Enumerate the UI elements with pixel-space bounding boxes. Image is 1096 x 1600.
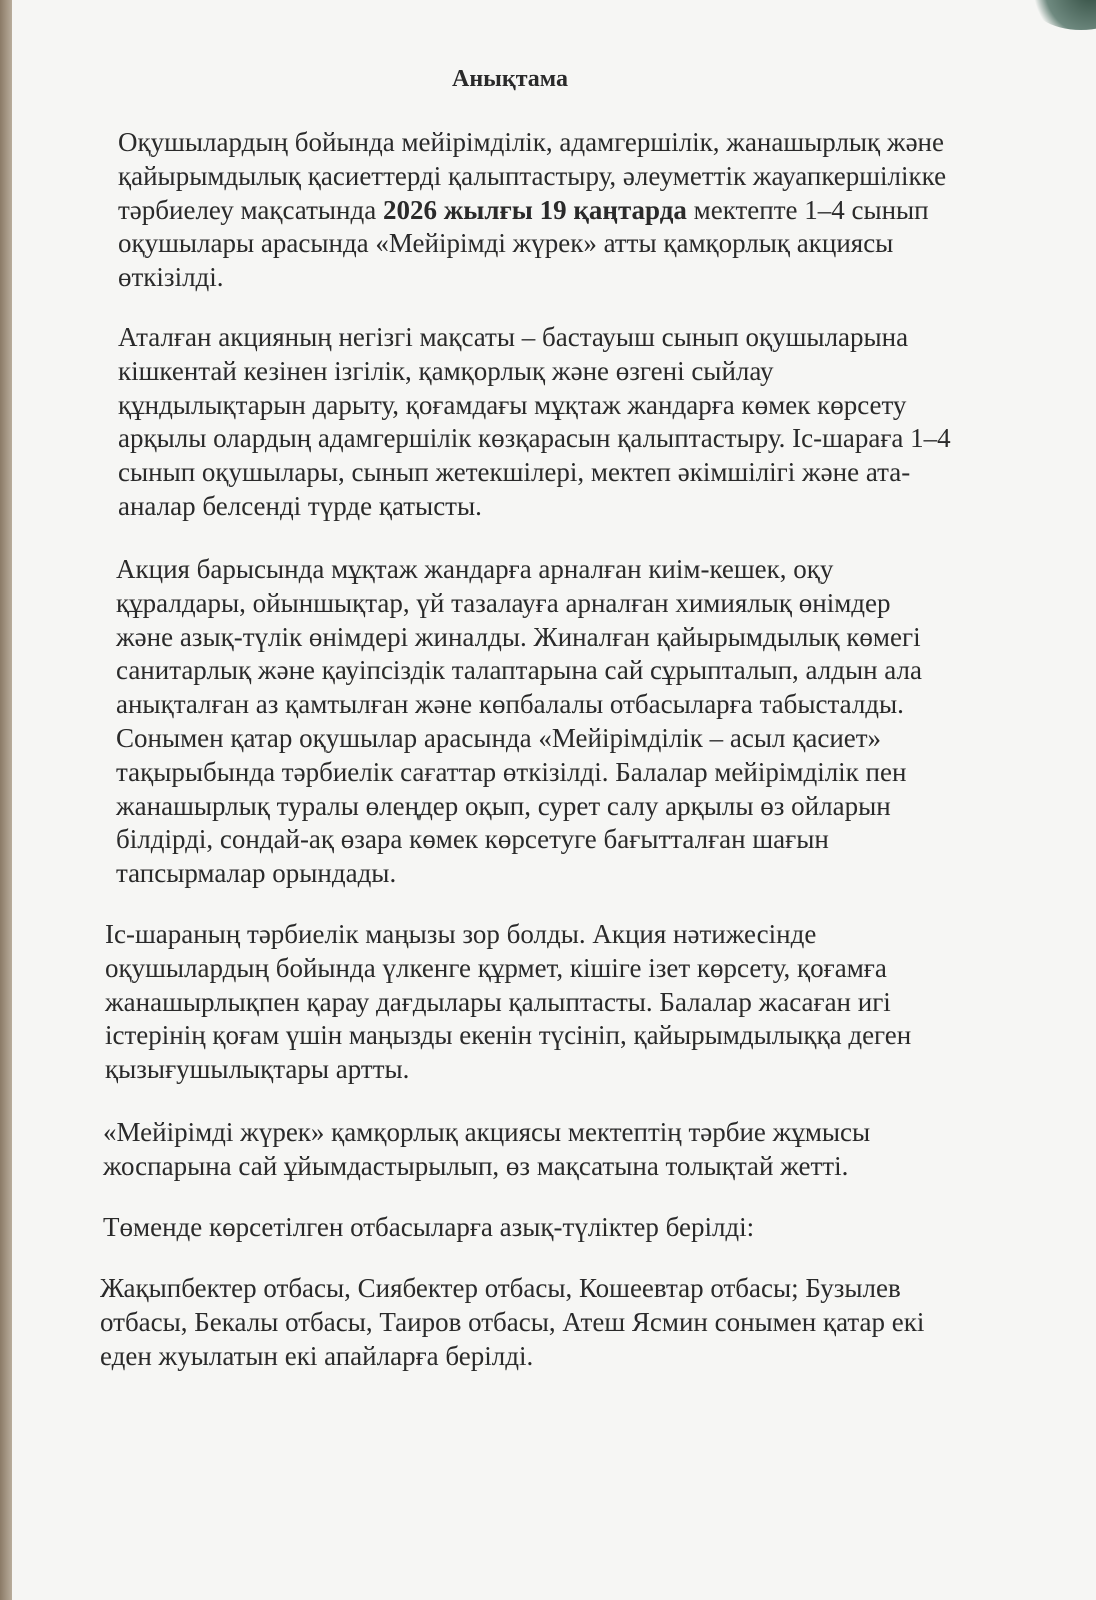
paragraph-conclusion [103, 1116, 870, 1184]
text-line: кішкентай кезінен ізгілік, қамқорлық және өзгені сыйлау [118, 355, 774, 386]
text-segment: мектепте 1–4 сынып [686, 194, 929, 225]
text-line: істерінің қоғам үшін маңызды екенін түсініп, қайырымдылыққа деген [105, 1020, 912, 1051]
background-object [1026, 0, 1096, 30]
text-line: білдірді, сондай-ақ өзара көмек көрсетуге бағытталған шағын [116, 824, 829, 855]
text-line: санитарлық және қауіпсіздік талаптарына сай сұрыпталып, алдын ала [116, 655, 922, 686]
text-line: тапсырмалар орындады. [116, 858, 397, 889]
document-title: Анықтама [452, 66, 568, 92]
text-line: еден жуылатын екі апайларға берілді. [100, 1340, 534, 1371]
text-line: қызығушылықтары артты. [105, 1054, 410, 1085]
paragraph-activities [116, 553, 922, 891]
text-segment: тәрбиелеу мақсатында [118, 194, 383, 225]
paragraph-recipients-list [100, 1272, 924, 1373]
text-line: жанашырлық туралы өлеңдер оқып, сурет салу арқылы өз ойларын [116, 790, 891, 821]
text-line: құндылықтарын дарыту, қоғамдағы мұқтаж жандарға көмек көрсету [118, 389, 907, 420]
text-line: Оқушылардың бойында мейірімділік, адамгершілік, жанашырлық және [118, 127, 944, 157]
text-line: Акция барысында мұқтаж жандарға арналған киім-кешек, оқу [116, 554, 834, 584]
text-line: Төменде көрсетілген отбасыларға азық-түліктер берілді: [103, 1212, 755, 1242]
text-line: жоспарына сай ұйымдастырылып, өз мақсатына толықтай жетті. [103, 1150, 849, 1181]
paragraph-recipients-intro [103, 1211, 754, 1245]
text-line: оқушылардың бойында үлкенге құрмет, кішіге ізет көрсету, қоғамға [105, 952, 887, 983]
text-line: жанашырлықпен қарау дағдылары қалыптасты. Балалар жасаған игі [105, 986, 891, 1017]
paragraph-goal [118, 321, 951, 524]
text-line: оқушылары арасында «Мейірімді жүрек» атты қамқорлық акциясы [118, 228, 894, 259]
text-line: «Мейірімді жүрек» қамқорлық акциясы мектептің тәрбие жұмысы [103, 1117, 871, 1147]
text-line: арқылы олардың адамгершілік көзқарасын қалыптастыру. Іс-шараға 1–4 [118, 423, 951, 454]
text-line [118, 194, 946, 228]
event-date: 2026 жылғы 19 қаңтарда [382, 194, 687, 225]
text-line: Сонымен қатар оқушылар арасында «Мейірімділік – асыл қасиет» [116, 722, 882, 753]
paragraph-results [105, 918, 911, 1087]
text-line: Жақыпбектер отбасы, Сиябектер отбасы, Кошеевтар отбасы; Бузылев [100, 1273, 901, 1303]
text-line: тақырыбында тәрбиелік сағаттар өткізілді. Балалар мейірімділік пен [116, 756, 907, 787]
text-line: және азық-түлік өнімдері жиналды. Жиналған қайырымдылық көмегі [116, 621, 921, 652]
paragraph-intro [118, 126, 946, 295]
text-line: сынып оқушылары, сынып жетекшілері, мектеп әкімшілігі және ата- [118, 457, 911, 488]
text-line: анықталған аз қамтылған және көпбалалы отбасыларға табысталды. [116, 689, 904, 720]
text-line: отбасы, Бекалы отбасы, Таиров отбасы, Атеш Ясмин сонымен қатар екі [100, 1306, 925, 1337]
text-line: Аталған акцияның негізгі мақсаты – бастауыш сынып оқушыларына [118, 322, 909, 352]
text-line: Іс-шараның тәрбиелік маңызы зор болды. Акция нәтижесінде [105, 919, 817, 949]
text-line: өткізілді. [118, 262, 224, 293]
text-line: қайырымдылық қасиеттерді қалыптастыру, әлеуметтік жауапкершілікке [118, 160, 947, 191]
text-line: құралдары, ойыншықтар, үй тазалауға арналған химиялық өнімдер [116, 587, 891, 618]
text-line: аналар белсенді түрде қатысты. [118, 490, 482, 521]
desk-edge [0, 0, 12, 1600]
